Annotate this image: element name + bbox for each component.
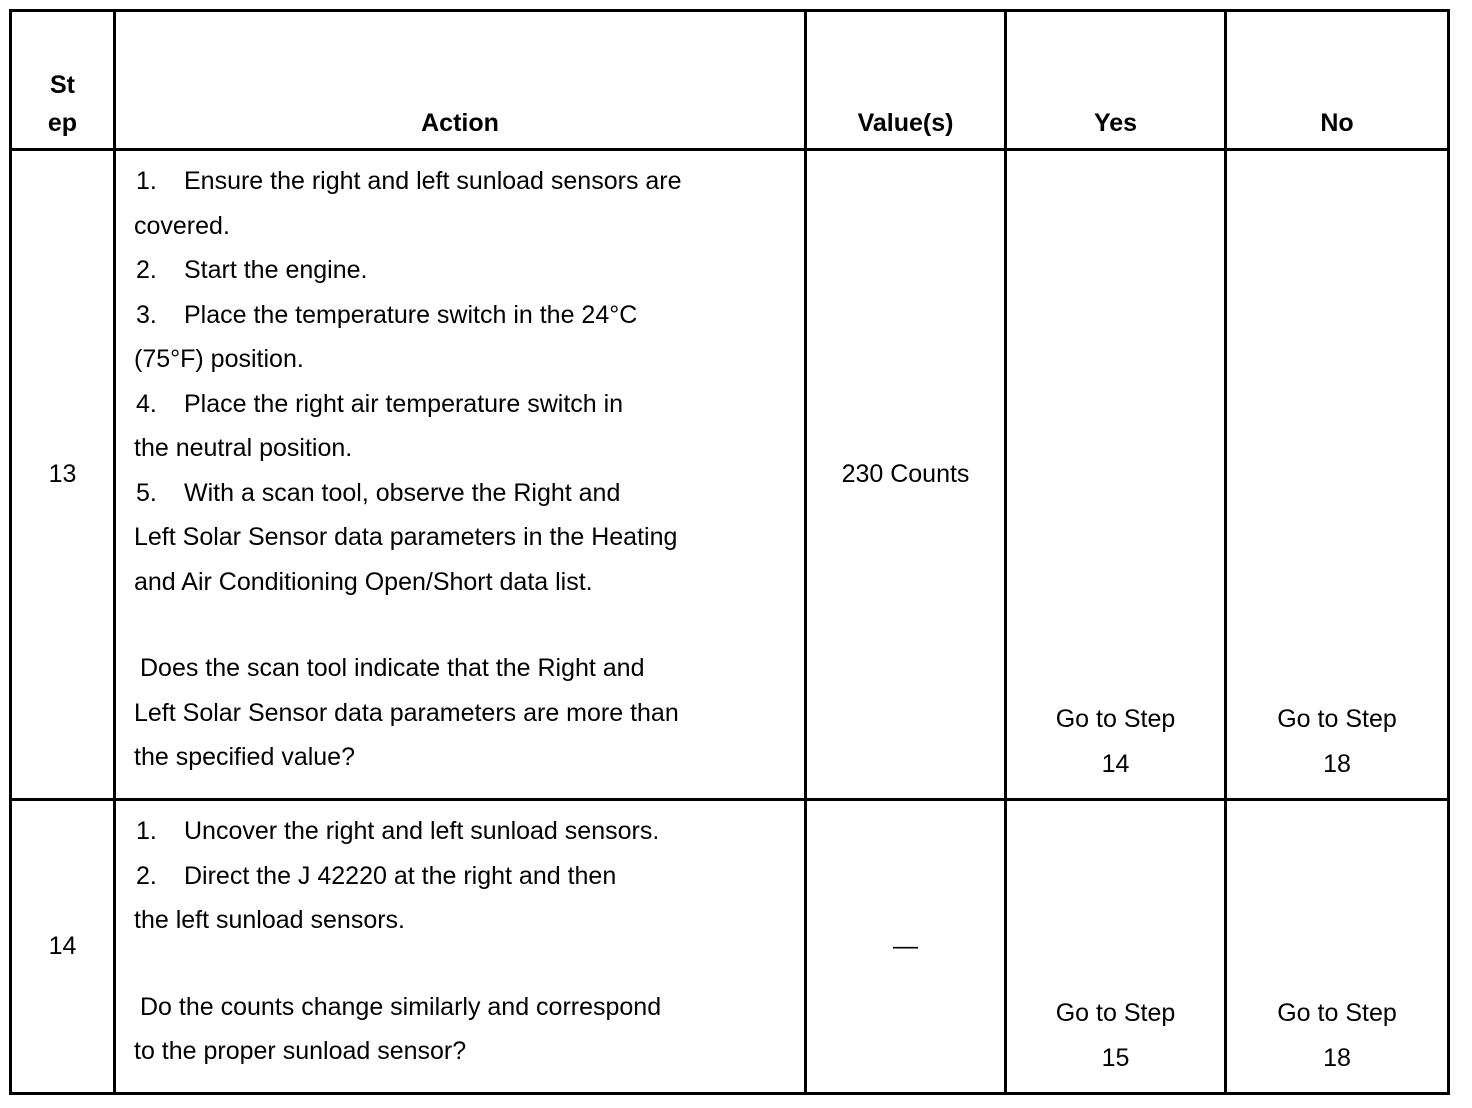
question-line: Does the scan tool indicate that the Right and — [140, 654, 645, 682]
values-header: Value(s) — [806, 11, 1006, 150]
action-header: Action — [115, 11, 806, 150]
action-cell — [115, 150, 806, 800]
question-line: Left Solar Sensor data parameters are more than — [134, 698, 679, 727]
action-cell — [115, 800, 806, 1094]
diagnostic-table — [9, 9, 1450, 1095]
step-number: 14 — [11, 800, 115, 1094]
action-line: the neutral position. — [134, 434, 353, 462]
yes-cell: Go to Step 14 — [1006, 150, 1226, 800]
no-cell: Go to Step 18 — [1226, 800, 1449, 1094]
question-line: to the proper sunload sensor? — [134, 1037, 467, 1065]
action-line: 3. Place the temperature switch in the 24°C — [136, 300, 638, 329]
header-row — [11, 11, 1449, 150]
action-line: the left sunload sensors. — [134, 906, 405, 934]
value-cell: 230 Counts — [806, 150, 1006, 800]
yes-cell: Go to Step 15 — [1006, 800, 1226, 1094]
action-line: 2. Direct the J 42220 at the right and then — [136, 861, 617, 890]
action-line: 5. With a scan tool, observe the Right and — [136, 478, 621, 507]
yes-header: Yes — [1006, 11, 1226, 150]
question-line: Do the counts change similarly and correspond — [140, 992, 662, 1021]
action-line: (75°F) position. — [134, 345, 304, 373]
question-line: the specified value? — [134, 743, 355, 771]
action-line: covered. — [134, 211, 230, 240]
step-number: 13 — [11, 150, 115, 800]
value-cell: — — [806, 800, 1006, 1094]
action-line: 4. Place the right air temperature switch in — [136, 389, 624, 418]
no-header: No — [1226, 11, 1449, 150]
action-line: Left Solar Sensor data parameters in the Heating — [134, 523, 678, 551]
table-row — [11, 800, 1449, 1094]
action-line: 1. Uncover the right and left sunload sensors. — [136, 817, 660, 845]
action-line: 2. Start the engine. — [136, 256, 368, 284]
no-cell: Go to Step 18 — [1226, 150, 1449, 800]
action-line: 1. Ensure the right and left sunload sensors are — [136, 167, 682, 195]
table-row — [11, 150, 1449, 800]
action-line: and Air Conditioning Open/Short data list. — [134, 567, 593, 596]
step-header: St ep — [11, 11, 115, 150]
